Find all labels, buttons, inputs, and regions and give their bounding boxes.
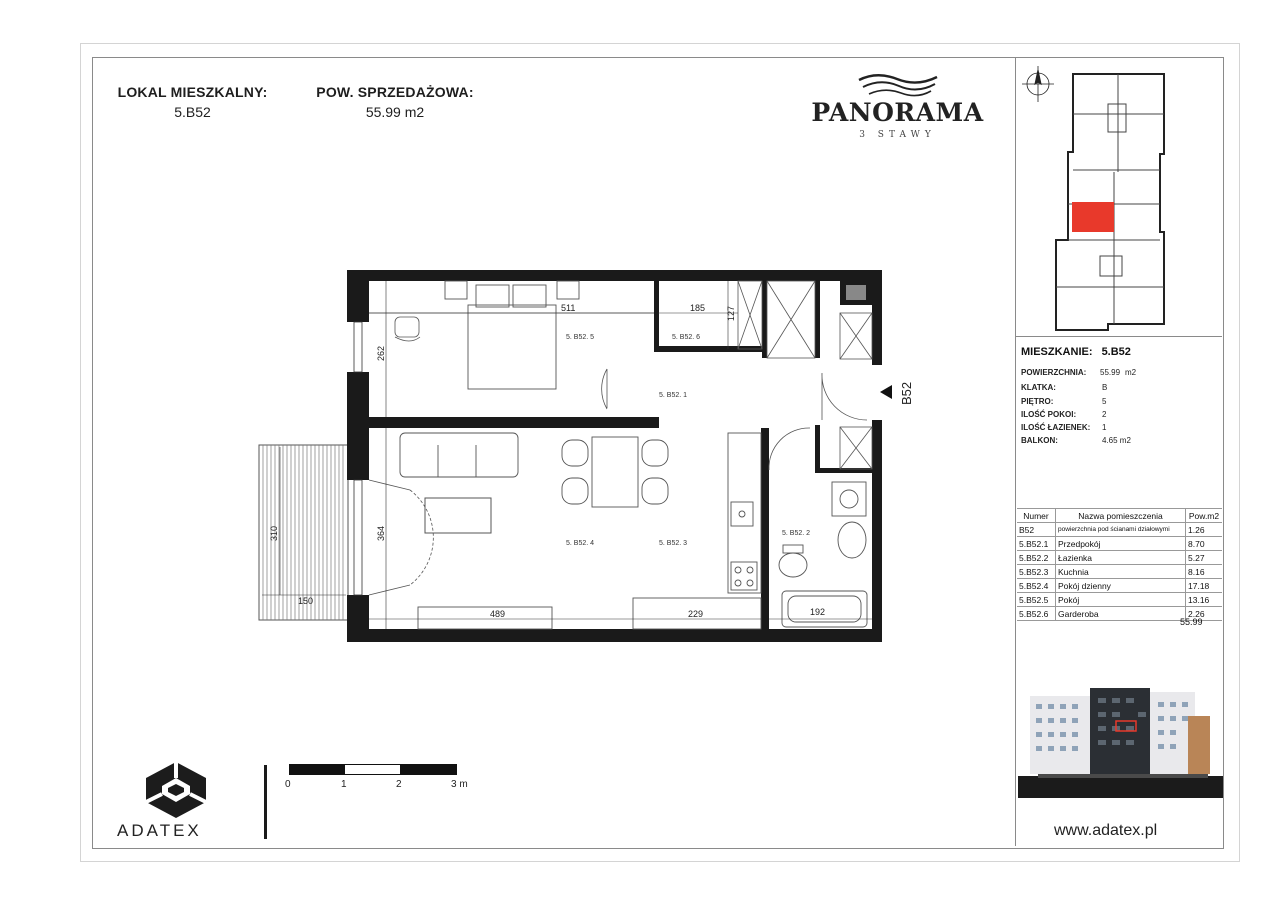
entry-arrow-icon — [880, 385, 892, 399]
row-name: Garderoba — [1056, 607, 1186, 621]
dim-511: 511 — [561, 303, 576, 313]
bed — [445, 281, 579, 389]
doors — [369, 369, 867, 595]
side-title — [1021, 346, 1131, 358]
room-label-4: 5. B52. 4 — [566, 540, 595, 547]
info-rooms-value: 2 — [1102, 410, 1107, 419]
side-column-divider — [1015, 58, 1016, 846]
unit-highlight — [1072, 202, 1114, 232]
col-number: Numer — [1017, 509, 1056, 523]
key-plan — [1018, 62, 1218, 334]
col-area: Pow.m2 — [1186, 509, 1223, 523]
sofa — [400, 433, 518, 477]
row-area: 1.26 — [1186, 523, 1223, 537]
row-area: 17.18 — [1186, 579, 1223, 593]
row-area: 8.70 — [1186, 537, 1223, 551]
logo-divider — [264, 765, 267, 839]
compass-icon — [1022, 66, 1054, 102]
info-floor-value: 5 — [1102, 397, 1107, 406]
scale-tick-1: 1 — [341, 779, 347, 790]
building-render — [1018, 686, 1223, 798]
dim-364: 364 — [376, 525, 386, 541]
dining-set — [562, 437, 668, 507]
table-row — [1017, 579, 1222, 593]
dim-150: 150 — [298, 596, 314, 606]
unit-label: LOKAL MIESZKALNY: — [117, 84, 268, 100]
dim-310: 310 — [269, 525, 279, 541]
side-title-value: 5.B52 — [1101, 346, 1131, 358]
floor-plan — [250, 265, 914, 645]
table-row — [1017, 565, 1222, 579]
info-stair-value: B — [1102, 383, 1108, 392]
side-title-label: MIESZKANIE: — [1021, 346, 1093, 358]
row-number: 5.B52.1 — [1017, 537, 1056, 551]
scale-tick-2: 2 — [396, 779, 402, 790]
area-label: POW. SPRZEDAŻOWA: — [316, 84, 474, 100]
dim-229: 229 — [688, 609, 704, 619]
scale-tick-3: 3 m — [451, 779, 468, 790]
dim-262: 262 — [376, 345, 386, 361]
row-number: 5.B52.4 — [1017, 579, 1056, 593]
rooms-table — [1017, 508, 1222, 621]
row-area: 8.16 — [1186, 565, 1223, 579]
info-area-unit: m2 — [1125, 368, 1137, 377]
area-value: 55.99 m2 — [365, 104, 425, 120]
table-row — [1017, 537, 1222, 551]
scale-bar — [289, 764, 457, 775]
coffee-table — [425, 498, 491, 533]
brand-name: PANORAMA — [811, 98, 984, 127]
entry-label: B52 — [899, 381, 914, 405]
row-number: 5.B52.6 — [1017, 607, 1056, 621]
row-name: Kuchnia — [1056, 565, 1186, 579]
scale-segment-3 — [400, 765, 456, 774]
info-bath-label: ILOŚĆ ŁAZIENEK: — [1021, 423, 1091, 432]
bathroom-fixtures — [779, 482, 867, 627]
info-area-value: 55.99 — [1100, 368, 1121, 377]
room-label-3: 5. B52. 3 — [659, 540, 688, 547]
room-label-1: 5. B52. 1 — [659, 392, 688, 399]
col-name: Nazwa pomieszczenia — [1056, 509, 1186, 523]
waves-logo-icon — [855, 72, 940, 98]
room-label-5: 5. B52. 5 — [566, 334, 595, 341]
row-number: 5.B52.5 — [1017, 593, 1056, 607]
scale-tick-0: 0 — [285, 779, 291, 790]
rooms-table-header — [1017, 509, 1222, 523]
brand-subtitle: 3 STAWY — [859, 130, 936, 140]
table-row — [1017, 593, 1222, 607]
row-number: B52 — [1017, 523, 1056, 537]
table-row — [1017, 551, 1222, 565]
chair — [395, 317, 420, 341]
dim-489: 489 — [490, 609, 506, 619]
wardrobe — [369, 281, 872, 469]
dim-185: 185 — [690, 303, 706, 313]
walls — [347, 270, 882, 642]
info-area-label: POWIERZCHNIA: — [1021, 368, 1087, 377]
row-name: Przedpokój — [1056, 537, 1186, 551]
row-name: powierzchnia pod ścianami działowymi — [1056, 523, 1186, 537]
info-balcony-value: 4.65 m2 — [1102, 436, 1131, 445]
company-name: ADATEX — [117, 821, 202, 840]
dim-127: 127 — [726, 305, 736, 321]
rooms-total: 55.99 — [1180, 617, 1203, 627]
row-name: Łazienka — [1056, 551, 1186, 565]
info-bath-value: 1 — [1102, 423, 1107, 432]
info-stair-label: KLATKA: — [1021, 383, 1056, 392]
room-label-2: 5. B52. 2 — [782, 530, 811, 537]
row-number: 5.B52.2 — [1017, 551, 1056, 565]
info-rooms-label: ILOŚĆ POKOI: — [1021, 410, 1077, 419]
unit-value: 5.B52 — [174, 104, 211, 120]
row-area: 2.26 — [1186, 607, 1223, 621]
row-name: Pokój — [1056, 593, 1186, 607]
row-area: 5.27 — [1186, 551, 1223, 565]
info-balcony-label: BALKON: — [1021, 436, 1058, 445]
room-label-6: 5. B52. 6 — [672, 334, 701, 341]
dim-192: 192 — [810, 607, 826, 617]
info-floor-label: PIĘTRO: — [1021, 397, 1054, 406]
adatex-logo-icon — [140, 760, 212, 820]
row-name: Pokój dzienny — [1056, 579, 1186, 593]
row-area: 13.16 — [1186, 593, 1223, 607]
scale-segment-1 — [290, 765, 345, 774]
side-key-plan-divider — [1016, 336, 1222, 337]
website-link[interactable]: www.adatex.pl — [1054, 822, 1158, 839]
kitchen-counter — [418, 433, 761, 629]
row-number: 5.B52.3 — [1017, 565, 1056, 579]
table-row — [1017, 523, 1222, 537]
